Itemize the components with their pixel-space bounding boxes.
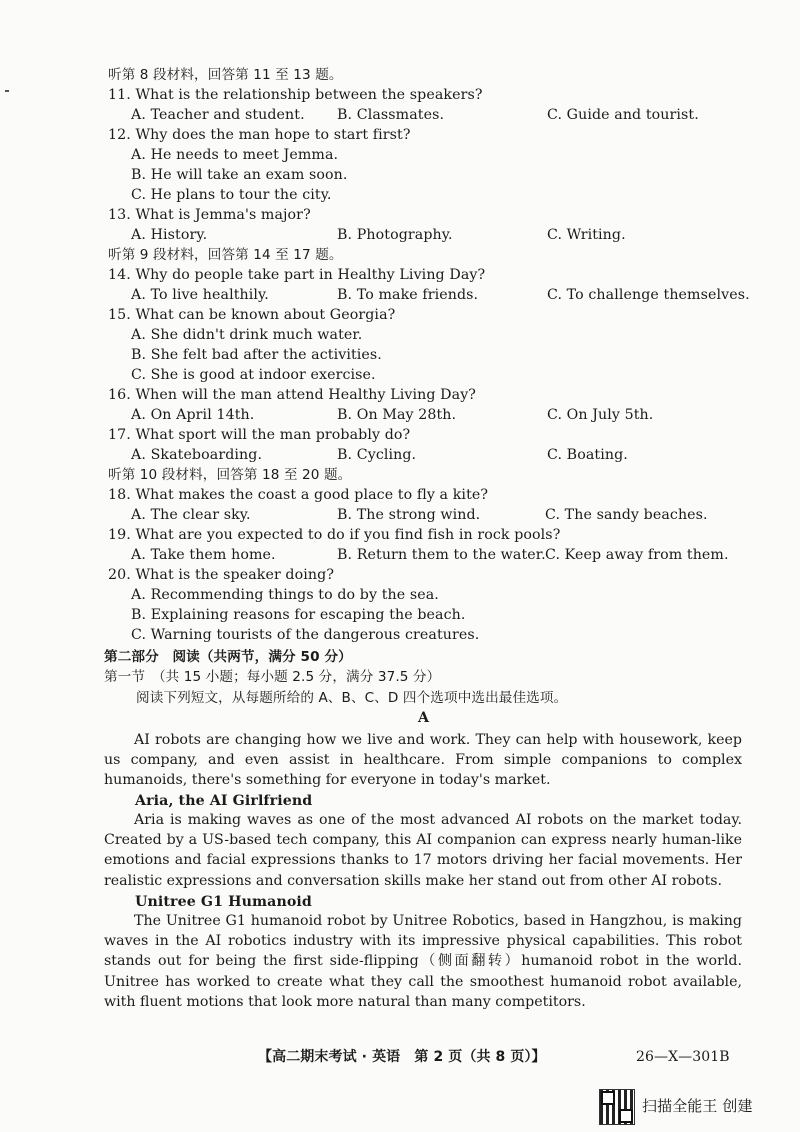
option-13b: B. Photography.: [337, 227, 453, 243]
section-instruction: 听第 8 段材料，回答第 11 至 13 题。: [108, 67, 343, 83]
option-19b: B. Return them to the water.: [337, 547, 546, 563]
option-17c: C. Boating.: [547, 447, 628, 463]
passage-paragraph: AI robots are changing how we live and work. They can help with housework, keep us company, and even assist in healthcare. From simple companions to complex humanoids, there's something for everyone in today's market.: [104, 732, 742, 789]
qr-code-icon: [599, 1089, 635, 1125]
question-17: 17. What sport will the man probably do?: [108, 427, 411, 443]
section-heading: 第一节 （共 15 小题；每小题 2.5 分，满分 37.5 分）: [104, 669, 441, 685]
option-14b: B. To make friends.: [337, 287, 479, 303]
option-13c: C. Writing.: [547, 227, 626, 243]
option-14c: C. To challenge themselves.: [547, 287, 750, 303]
passage-subheading: Unitree G1 Humanoid: [135, 894, 312, 910]
passage-paragraph: Aria is making waves as one of the most advanced AI robots on the market today. Created by a US-based tech company, this AI companion can express nearly human-like emotions and facial expressions thanks to 17 motors driving her facial movements. Her realistic expressions and conversation skills make her stand out from other AI robots.: [104, 812, 742, 889]
passage-label: A: [418, 710, 430, 726]
option-15b: B. She felt bad after the activities.: [131, 347, 382, 363]
option-15c: C. She is good at indoor exercise.: [131, 367, 376, 383]
option-20b: B. Explaining reasons for escaping the beach.: [131, 607, 466, 623]
option-17a: A. Skateboarding.: [131, 447, 263, 463]
option-17b: B. Cycling.: [337, 447, 417, 463]
reading-instruction: 阅读下列短文，从每题所给的 A、B、C、D 四个选项中选出最佳选项。: [136, 690, 568, 706]
scan-speck: [5, 90, 9, 92]
option-16c: C. On July 5th.: [547, 407, 654, 423]
option-11b: B. Classmates.: [337, 107, 445, 123]
question-18: 18. What makes the coast a good place to fly a kite?: [108, 487, 489, 503]
option-20a: A. Recommending things to do by the sea.: [131, 587, 439, 603]
question-19: 19. What are you expected to do if you find fish in rock pools?: [108, 527, 561, 543]
option-14a: A. To live healthily.: [131, 287, 269, 303]
option-12c: C. He plans to tour the city.: [131, 187, 332, 203]
page-footer-title: 【高二期末考试 · 英语 第 2 页（共 8 页）】: [258, 1049, 546, 1065]
option-11c: C. Guide and tourist.: [547, 107, 699, 123]
question-14: 14. Why do people take part in Healthy Living Day?: [108, 267, 486, 283]
passage-paragraph: The Unitree G1 humanoid robot by Unitree Robotics, based in Hangzhou, is making waves in the AI robotics industry with its impressive physical capabilities. This robot stands out for being the first side-flipping（侧面翻转）humanoid robot in the world. Unitree has worked to create what they call the smoothest humanoid robot available, with fluent motions that look more natural than many competitors.: [104, 913, 742, 1010]
question-11: 11. What is the relationship between the speakers?: [108, 87, 483, 103]
option-16b: B. On May 28th.: [337, 407, 457, 423]
section-instruction: 听第 10 段材料，回答第 18 至 20 题。: [108, 467, 352, 483]
option-19c: C. Keep away from them.: [545, 547, 729, 563]
question-13: 13. What is Jemma's major?: [108, 207, 311, 223]
option-18c: C. The sandy beaches.: [545, 507, 708, 523]
passage-subheading: Aria, the AI Girlfriend: [135, 793, 313, 809]
option-18b: B. The strong wind.: [337, 507, 481, 523]
option-11a: A. Teacher and student.: [131, 107, 305, 123]
question-20: 20. What is the speaker doing?: [108, 567, 335, 583]
option-12b: B. He will take an exam soon.: [131, 167, 348, 183]
question-12: 12. Why does the man hope to start first?: [108, 127, 411, 143]
option-16a: A. On April 14th.: [131, 407, 255, 423]
option-19a: A. Take them home.: [131, 547, 276, 563]
option-13a: A. History.: [131, 227, 208, 243]
scanner-watermark: 扫描全能王 创建: [642, 1097, 753, 1115]
option-15a: A. She didn't drink much water.: [131, 327, 363, 343]
option-20c: C. Warning tourists of the dangerous creatures.: [131, 627, 480, 643]
option-18a: A. The clear sky.: [131, 507, 251, 523]
page-footer-code: 26—X—301B: [636, 1049, 730, 1065]
part-heading: 第二部分 阅读（共两节，满分 50 分）: [104, 649, 352, 665]
question-16: 16. When will the man attend Healthy Living Day?: [108, 387, 477, 403]
section-instruction: 听第 9 段材料，回答第 14 至 17 题。: [108, 247, 343, 263]
option-12a: A. He needs to meet Jemma.: [131, 147, 339, 163]
question-15: 15. What can be known about Georgia?: [108, 307, 396, 323]
